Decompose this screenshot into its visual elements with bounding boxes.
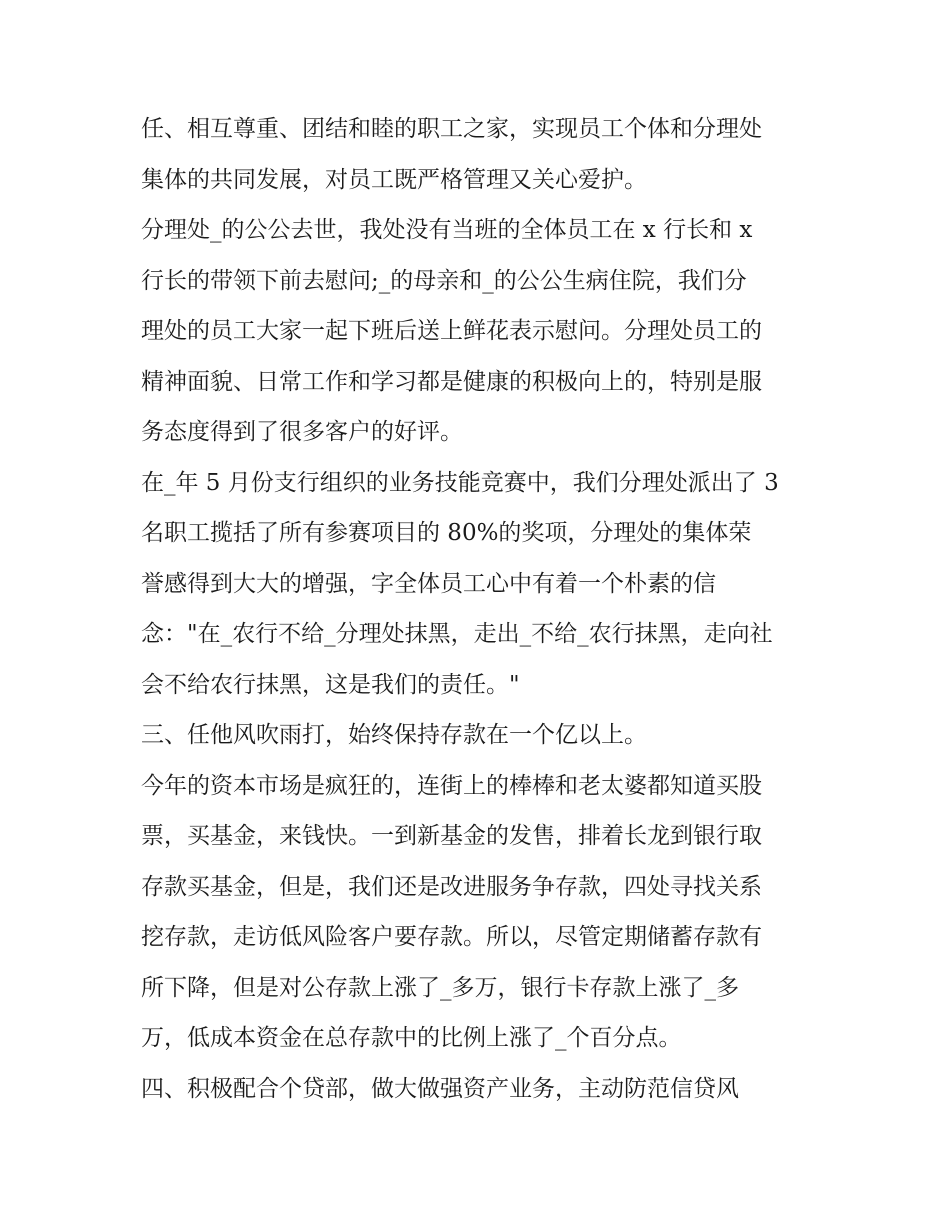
text-line: 精神面貌、日常工作和学习都是健康的积极向上的，特别是服 xyxy=(141,368,762,395)
text-line: 分理处_的公公去世，我处没有当班的全体员工在 x 行长和 x xyxy=(141,217,753,243)
text-line: 票，买基金，来钱快。一到新基金的发售，排着长龙到银行取 xyxy=(141,823,762,849)
text-line: 名职工揽括了所有参赛项目的 80%的奖项，分理处的集体荣 xyxy=(141,520,752,546)
section-heading: 三、任他风吹雨打，始终保持存款在一个亿以上。 xyxy=(141,722,647,748)
text-line: 会不给农行抹黑，这是我们的责任。" xyxy=(141,671,520,698)
text-line: 今年的资本市场是疯狂的，连街上的棒棒和老太婆都知道买股 xyxy=(141,772,762,799)
document-body xyxy=(141,104,821,1114)
text-line: 理处的员工大家一起下班后送上鲜花表示慰问。分理处员工的 xyxy=(141,318,762,344)
text-line: 誉感得到大大的增强，字全体员工心中有着一个朴素的信 xyxy=(141,570,716,597)
text-line: 存款买基金，但是，我们还是改进服务争存款，四处寻找关系 xyxy=(141,873,762,900)
section-heading: 四、积极配合个贷部，做大做强资产业务，主动防范信贷风 xyxy=(141,1075,739,1102)
text-line: 万，低成本资金在总存款中的比例上涨了_个百分点。 xyxy=(141,1025,682,1051)
text-line: 挖存款，走访低风险客户要存款。所以，尽管定期储蓄存款有 xyxy=(141,924,762,950)
text-line: 念："在_农行不给_分理处抹黑，走出_不给_农行抹黑，走向社 xyxy=(141,621,773,647)
text-line: 行长的带领下前去慰问;_的母亲和_的公公生病住院，我们分 xyxy=(141,267,747,294)
text-line: 所下降，但是对公存款上涨了_多万，银行卡存款上涨了_多 xyxy=(141,974,739,1001)
text-line: 集体的共同发展，对员工既严格管理又关心爱护。 xyxy=(141,166,647,193)
text-line: 务态度得到了很多客户的好评。 xyxy=(141,419,463,445)
text-line: 任、相互尊重、团结和睦的职工之家，实现员工个体和分理处 xyxy=(141,116,762,142)
text-line: 在_年 5 月份支行组织的业务技能竞赛中，我们分理处派出了 3 xyxy=(141,469,779,496)
